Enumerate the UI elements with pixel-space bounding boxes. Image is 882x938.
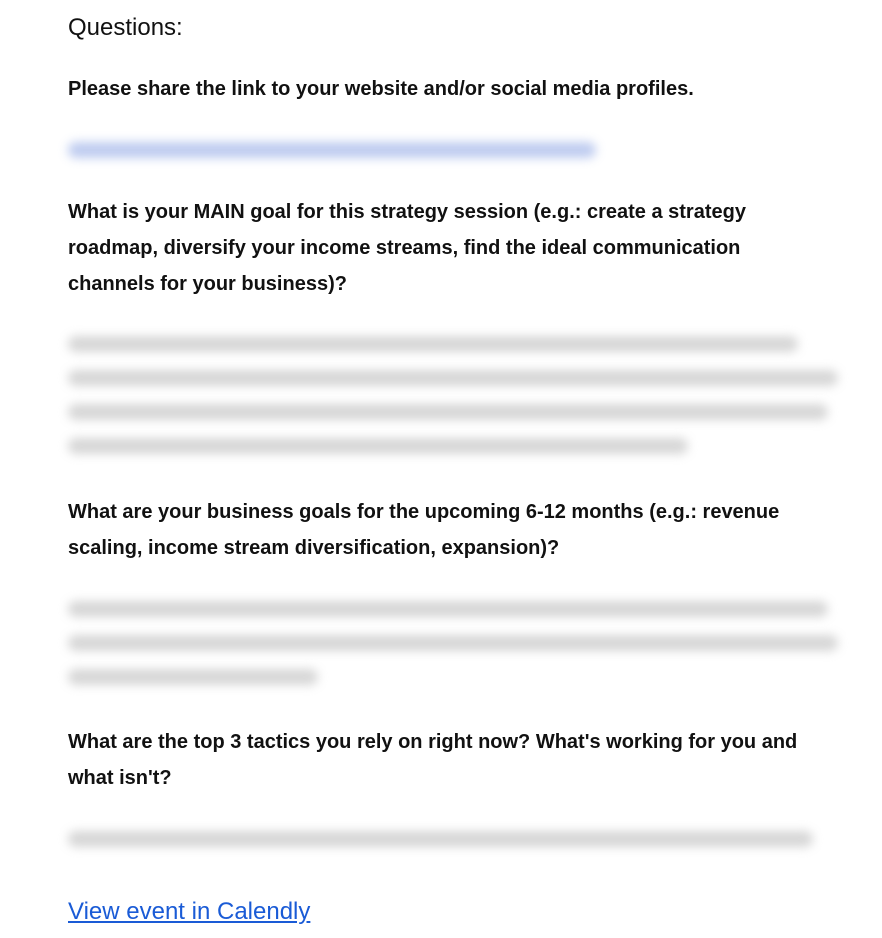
question-1: Please share the link to your website and/or social media profiles. <box>68 78 694 100</box>
answer-4-blurred <box>68 831 828 865</box>
question-3: What are your business goals for the upcoming 6-12 months (e.g.: revenue scaling, income stream diversification, expansion)? <box>68 501 780 559</box>
view-event-calendly-link[interactable]: View event in Calendly <box>68 898 311 925</box>
answer-1-blurred-link[interactable] <box>68 142 596 158</box>
question-4: What are the top 3 tactics you rely on right now? What's working for you and what isn't? <box>68 731 798 789</box>
answer-2-blurred <box>68 336 838 472</box>
question-2: What is your MAIN goal for this strategy session (e.g.: create a strategy roadmap, diversify your income streams, find the ideal communication channels for your business)? <box>68 201 746 295</box>
answer-3-blurred <box>68 601 838 703</box>
section-heading: Questions: <box>68 14 183 41</box>
